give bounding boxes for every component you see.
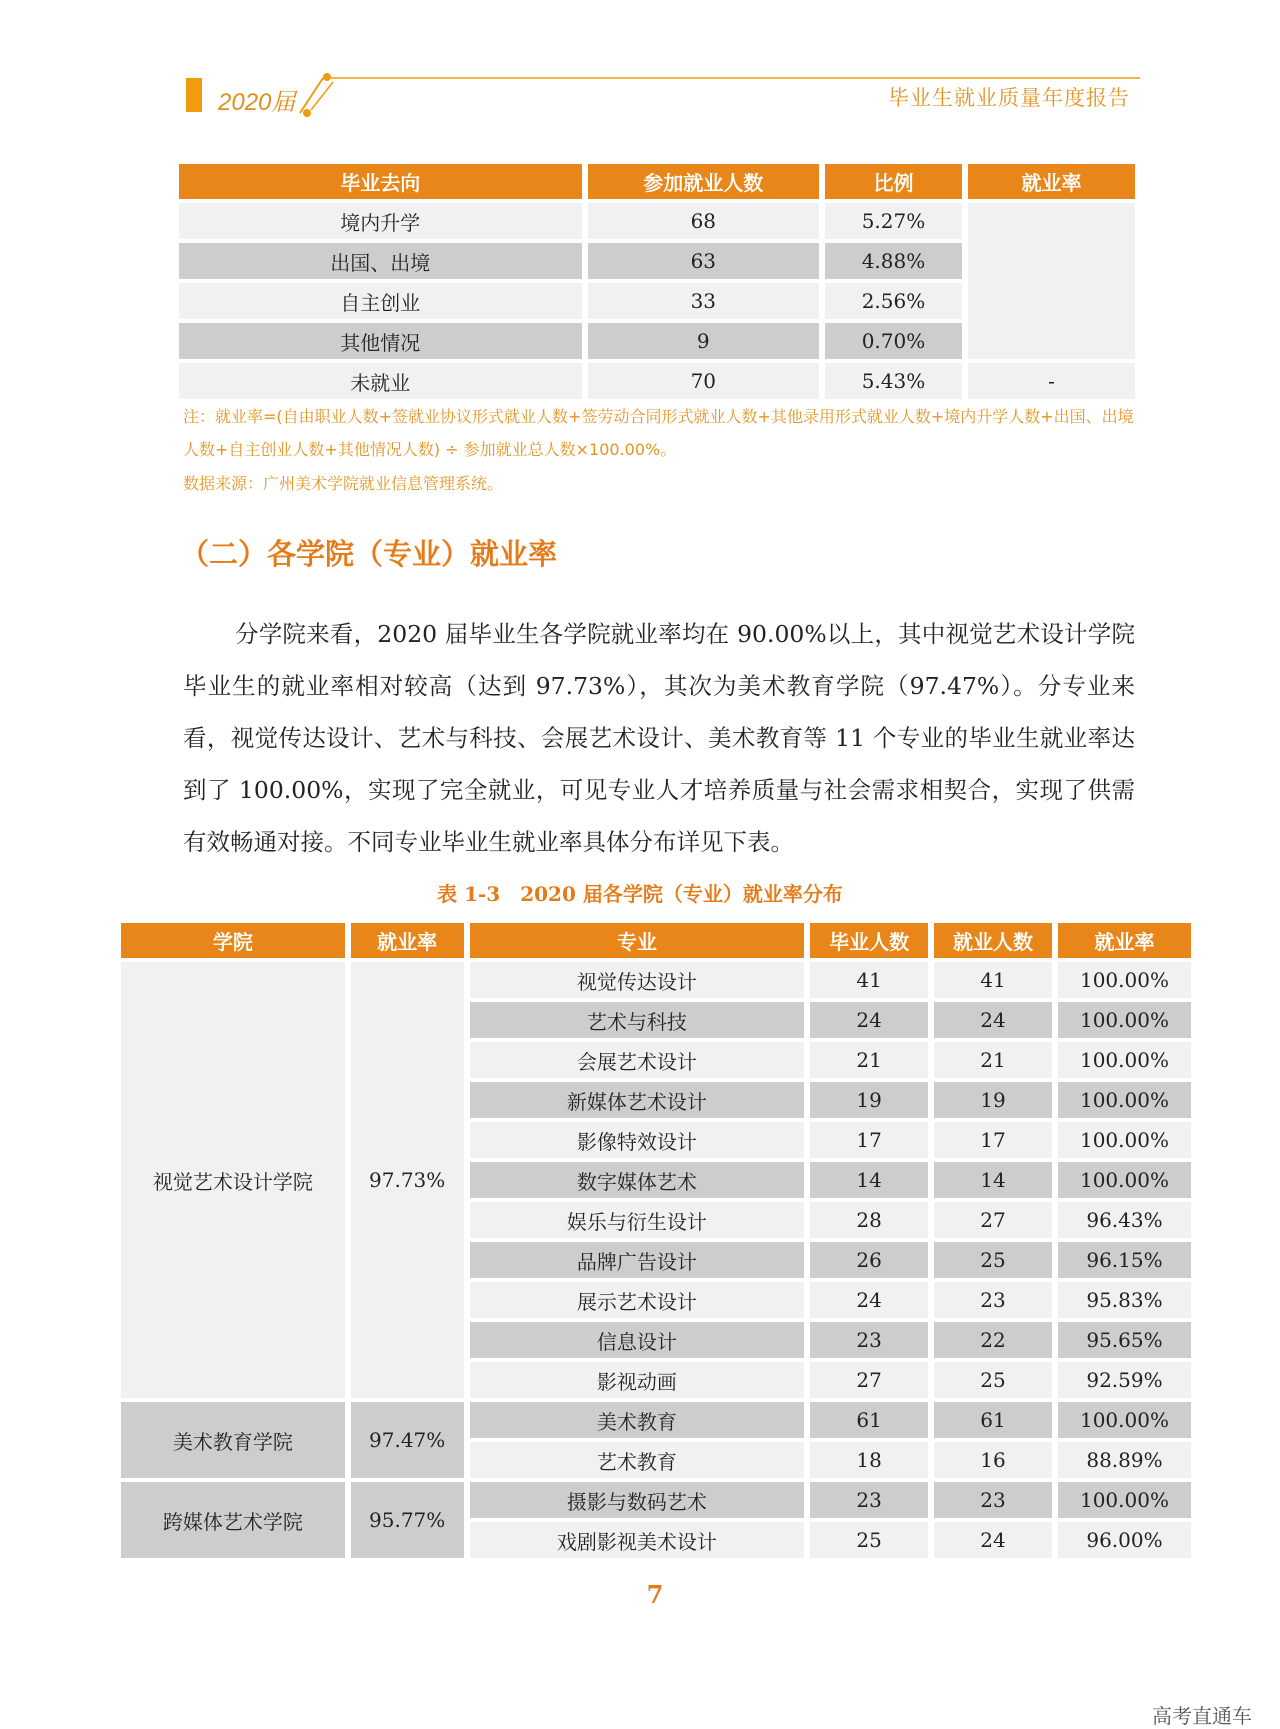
header-cell: 毕业人数 <box>810 923 928 958</box>
college-name-cell: 跨媒体艺术学院 <box>121 1482 345 1558</box>
ratio-cell: 4.88% <box>825 243 962 279</box>
header-cell: 就业率 <box>351 923 464 958</box>
employed-cell: 24 <box>934 1002 1052 1038</box>
graduates-cell: 18 <box>810 1442 928 1478</box>
major-cell: 影像特效设计 <box>470 1122 805 1158</box>
header-cell: 专业 <box>470 923 805 958</box>
graduates-cell: 14 <box>810 1162 928 1198</box>
destination-table <box>173 160 1141 403</box>
table-row <box>121 962 1191 998</box>
destination-cell: 未就业 <box>179 363 582 399</box>
major-cell: 美术教育 <box>470 1402 805 1438</box>
header-title: 毕业生就业质量年度报告 <box>888 86 1130 110</box>
data-source-note: 数据来源：广州美术学院就业信息管理系统。 <box>183 474 504 493</box>
ratio-cell: 5.27% <box>825 203 962 239</box>
table-caption: 表 1-3 2020 届各学院（专业）就业率分布 <box>437 882 843 906</box>
table-header-row <box>179 164 1135 199</box>
ratio-cell: 5.43% <box>825 363 962 399</box>
major-cell: 新媒体艺术设计 <box>470 1082 805 1118</box>
rate-cell: 95.83% <box>1058 1282 1191 1318</box>
table-header-row <box>121 923 1191 958</box>
rate-merged-cell <box>968 203 1135 359</box>
rate-cell: 100.00% <box>1058 1002 1191 1038</box>
rate-cell: 100.00% <box>1058 1482 1191 1518</box>
major-cell: 艺术与科技 <box>470 1002 805 1038</box>
rate-cell: 100.00% <box>1058 1082 1191 1118</box>
major-cell: 会展艺术设计 <box>470 1042 805 1078</box>
table-row <box>121 1482 1191 1518</box>
employed-cell: 25 <box>934 1362 1052 1398</box>
header-cell: 就业率 <box>1058 923 1191 958</box>
major-cell: 娱乐与衍生设计 <box>470 1202 805 1238</box>
header-cell: 就业率 <box>968 164 1135 199</box>
count-cell: 68 <box>588 203 819 239</box>
employed-cell: 23 <box>934 1282 1052 1318</box>
rate-cell: 100.00% <box>1058 1042 1191 1078</box>
employed-cell: 24 <box>934 1522 1052 1558</box>
college-name-cell: 视觉艺术设计学院 <box>121 962 345 1398</box>
college-rate-cell: 95.77% <box>351 1482 464 1558</box>
destination-cell: 自主创业 <box>179 283 582 319</box>
header-cell: 参加就业人数 <box>588 164 819 199</box>
header-cell: 学院 <box>121 923 345 958</box>
graduates-cell: 19 <box>810 1082 928 1118</box>
rate-cell: 96.00% <box>1058 1522 1191 1558</box>
college-rate-cell: 97.73% <box>351 962 464 1398</box>
table-row <box>179 203 1135 239</box>
graduates-cell: 23 <box>810 1322 928 1358</box>
graduates-cell: 23 <box>810 1482 928 1518</box>
header-accent-bar <box>186 78 202 112</box>
graduates-cell: 25 <box>810 1522 928 1558</box>
destination-cell: 其他情况 <box>179 323 582 359</box>
major-cell: 艺术教育 <box>470 1442 805 1478</box>
major-cell: 影视动画 <box>470 1362 805 1398</box>
employed-cell: 27 <box>934 1202 1052 1238</box>
employed-cell: 14 <box>934 1162 1052 1198</box>
major-cell: 摄影与数码艺术 <box>470 1482 805 1518</box>
header-cell: 就业人数 <box>934 923 1052 958</box>
major-cell: 数字媒体艺术 <box>470 1162 805 1198</box>
count-cell: 33 <box>588 283 819 319</box>
rate-cell: 96.43% <box>1058 1202 1191 1238</box>
count-cell: 63 <box>588 243 819 279</box>
employed-cell: 22 <box>934 1322 1052 1358</box>
employed-cell: 41 <box>934 962 1052 998</box>
employed-cell: 61 <box>934 1402 1052 1438</box>
body-paragraph: 分学院来看，2020 届毕业生各学院就业率均在 90.00%以上，其中视觉艺术设计学院毕业生的就业率相对较高（达到 97.73%），其次为美术教育学院（97.47%）。分专业来看，视觉传达设计、艺术与科技、会展艺术设计、美术教育等 11 个专业的毕业生就业率达到了 100.00%，实现了完全就业，可见专业人才培养质量与社会需求相契合，实现了供需有效畅通对接。不同专业毕业生就业率具体分布详见下表。 <box>183 620 1135 856</box>
watermark: 高考直通车 <box>1152 1704 1252 1728</box>
graduates-cell: 21 <box>810 1042 928 1078</box>
ratio-cell: 2.56% <box>825 283 962 319</box>
major-cell: 视觉传达设计 <box>470 962 805 998</box>
employed-cell: 25 <box>934 1242 1052 1278</box>
graduates-cell: 27 <box>810 1362 928 1398</box>
graduates-cell: 28 <box>810 1202 928 1238</box>
rate-cell: 100.00% <box>1058 1122 1191 1158</box>
rate-cell: 100.00% <box>1058 1402 1191 1438</box>
table-note: 注：就业率=(自由职业人数+签就业协议形式就业人数+签劳动合同形式就业人数+其他录用形式就业人数+境内升学人数+出国、出境人数+自主创业人数+其他情况人数) ÷ 参加就业总人数×100.00%。 <box>183 407 1134 459</box>
college-rate-cell: 97.47% <box>351 1402 464 1478</box>
graduates-cell: 17 <box>810 1122 928 1158</box>
college-name-cell: 美术教育学院 <box>121 1402 345 1478</box>
employed-cell: 16 <box>934 1442 1052 1478</box>
rate-cell: - <box>968 363 1135 399</box>
major-cell: 品牌广告设计 <box>470 1242 805 1278</box>
destination-cell: 境内升学 <box>179 203 582 239</box>
graduates-cell: 26 <box>810 1242 928 1278</box>
graduates-cell: 61 <box>810 1402 928 1438</box>
graduates-cell: 24 <box>810 1282 928 1318</box>
section-title: （二）各学院（专业）就业率 <box>180 537 558 571</box>
major-cell: 信息设计 <box>470 1322 805 1358</box>
rate-cell: 100.00% <box>1058 962 1191 998</box>
header-cell: 比例 <box>825 164 962 199</box>
header-cell: 毕业去向 <box>179 164 582 199</box>
major-cell: 戏剧影视美术设计 <box>470 1522 805 1558</box>
employed-cell: 21 <box>934 1042 1052 1078</box>
table-row <box>179 363 1135 399</box>
ratio-cell: 0.70% <box>825 323 962 359</box>
count-cell: 9 <box>588 323 819 359</box>
college-major-table <box>115 919 1197 1562</box>
graduates-cell: 24 <box>810 1002 928 1038</box>
employed-cell: 23 <box>934 1482 1052 1518</box>
employed-cell: 17 <box>934 1122 1052 1158</box>
rate-cell: 88.89% <box>1058 1442 1191 1478</box>
rate-cell: 100.00% <box>1058 1162 1191 1198</box>
graduates-cell: 41 <box>810 962 928 998</box>
employed-cell: 19 <box>934 1082 1052 1118</box>
rate-cell: 92.59% <box>1058 1362 1191 1398</box>
count-cell: 70 <box>588 363 819 399</box>
header-year: 2020届 <box>218 89 296 116</box>
major-cell: 展示艺术设计 <box>470 1282 805 1318</box>
destination-cell: 出国、出境 <box>179 243 582 279</box>
page-number: 7 <box>646 1580 664 1609</box>
rate-cell: 95.65% <box>1058 1322 1191 1358</box>
rate-cell: 96.15% <box>1058 1242 1191 1278</box>
table-row <box>121 1402 1191 1438</box>
